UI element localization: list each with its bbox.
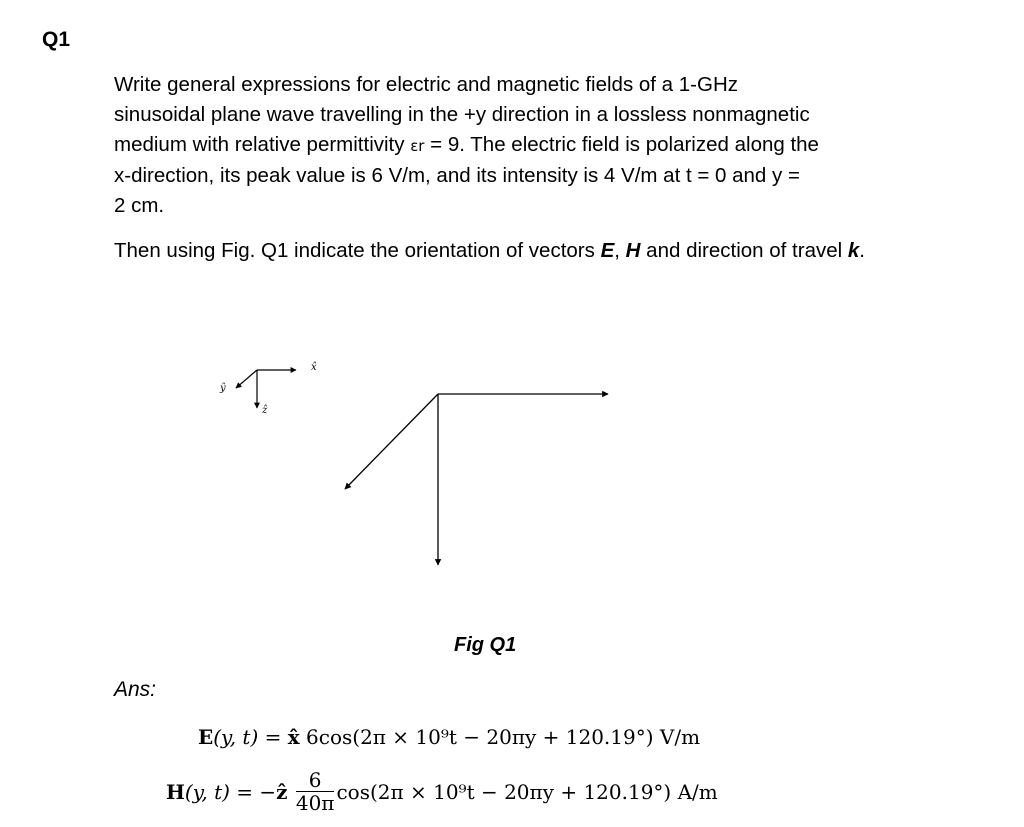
eq1-lhs: E — [198, 725, 214, 749]
small-axes — [219, 362, 317, 416]
equation-e-field — [198, 725, 700, 749]
figure-caption: Fig Q1 — [454, 634, 517, 656]
eq2-equals: = − — [229, 780, 277, 804]
eq1-unit-vector: x̂ — [287, 725, 300, 749]
fraction-numerator: 6 — [296, 769, 335, 792]
eq2-lhs: H — [166, 780, 185, 804]
epsilon-r-symbol: εr — [410, 137, 425, 155]
eq1-equals: = — [258, 725, 288, 749]
question-line-3b: = 9. The electric field is polarized along the — [424, 133, 819, 156]
eq2-fraction — [296, 769, 335, 814]
eq1-args: (y, t) — [213, 725, 259, 749]
eq2-args: (y, t) — [184, 780, 230, 804]
large-axes — [345, 394, 608, 565]
question-line-2: sinusoidal plane wave travelling in the +y direction in a lossless nonmagnetic — [114, 103, 810, 126]
instruction-period: . — [859, 239, 865, 262]
eq1-rhs: 6cos(2π × 10⁹t − 20πy + 120.19°) V/m — [299, 725, 701, 749]
instruction-part-2: and direction of travel — [640, 239, 848, 262]
equation-h-field — [166, 768, 718, 816]
vector-e-label: E — [600, 239, 615, 262]
question-line-5: 2 cm. — [114, 194, 165, 217]
small-z-label: ẑ — [262, 405, 268, 416]
vector-k-label: k — [847, 239, 860, 262]
question-line-4: x-direction, its peak value is 6 V/m, and its intensity is 4 V/m at t = 0 and y = — [114, 164, 800, 187]
eq2-rhs: cos(2π × 10⁹t − 20πy + 120.19°) A/m — [336, 780, 718, 804]
eq2-unit-vector: ẑ — [276, 780, 288, 804]
answer-label: Ans: — [114, 678, 157, 701]
question-line-1: Write general expressions for electric and magnetic fields of a 1-GHz — [114, 73, 739, 96]
vector-h-label: H — [625, 239, 641, 262]
question-line-3a: medium with relative permittivity — [114, 133, 411, 156]
fraction-denominator: 40π — [295, 791, 335, 815]
instruction-comma: , — [614, 239, 626, 262]
question-number: Q1 — [42, 28, 71, 51]
small-y-axis — [236, 370, 257, 388]
large-y-axis — [345, 394, 438, 489]
small-x-label: x̂ — [311, 362, 317, 373]
instruction-part-1: Then using Fig. Q1 indicate the orientation of vectors — [114, 239, 601, 262]
small-y-label: ŷ — [220, 383, 226, 394]
